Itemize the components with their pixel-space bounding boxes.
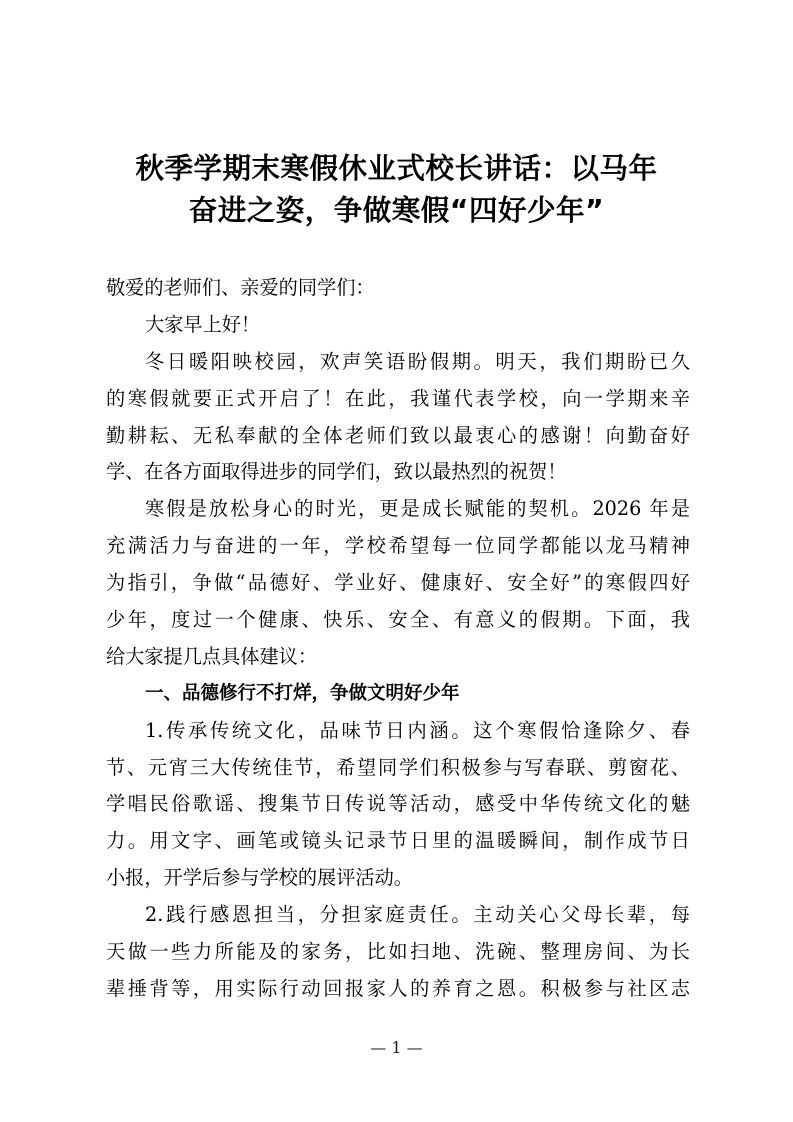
paragraph-line: 少年，度过一个健康、快乐、安全、有意义的假期。下面，我 <box>106 608 690 632</box>
document-title <box>90 148 703 232</box>
salutation: 敬爱的老师们、亲爱的同学们： <box>106 276 375 299</box>
paragraph-line: 为指引，争做“品德好、学业好、健康好、安全好”的寒假四好 <box>106 571 690 595</box>
paragraph-line: 1.传承传统文化，品味节日内涵。这个寒假恰逢除夕、春 <box>145 718 690 742</box>
paragraph-line: 给大家提几点具体建议： <box>106 644 318 668</box>
paragraph-line: 小报，开学后参与学校的展评活动。 <box>106 866 413 890</box>
paragraph-line: 充满活力与奋进的一年，学校希望每一位同学都能以龙马精神 <box>106 534 690 558</box>
paragraph-line: 学、在各方面取得进步的同学们，致以最热烈的祝贺！ <box>106 460 567 484</box>
paragraph-line: 学唱民俗歌谣、搜集节日传说等活动，感受中华传统文化的魅 <box>106 792 690 816</box>
greeting: 大家早上好！ <box>145 312 261 336</box>
title-line-2: 奋进之姿，争做寒假“四好少年” <box>188 194 605 227</box>
document-body <box>106 270 690 1008</box>
paragraph-line: 勤耕耘、无私奉献的全体老师们致以最衷心的感谢！向勤奋好 <box>106 423 690 447</box>
paragraph-line: 寒假是放松身心的时光，更是成长赋能的契机。2026 年是 <box>145 497 690 521</box>
paragraph-line: 节、元宵三大传统佳节，希望同学们积极参与写春联、剪窗花、 <box>106 755 690 779</box>
page-number: — 1 — <box>370 1038 423 1057</box>
title-line-1: 秋季学期末寒假休业式校长讲话：以马年 <box>135 152 658 185</box>
paragraph-line: 天做一些力所能及的家务，比如扫地、洗碗、整理房间、为长 <box>106 940 690 964</box>
paragraph-line: 力。用文字、画笔或镜头记录节日里的温暖瞬间，制作成节日 <box>106 829 690 853</box>
paragraph-line: 2.践行感恩担当，分担家庭责任。主动关心父母长辈，每 <box>145 903 690 927</box>
paragraph-line: 冬日暖阳映校园，欢声笑语盼假期。明天，我们期盼已久 <box>145 349 690 373</box>
paragraph-line: 的寒假就要正式开启了！在此，我谨代表学校，向一学期来辛 <box>106 386 690 410</box>
section-heading: 一、品德修行不打烊，争做文明好少年 <box>145 682 460 704</box>
paragraph-line: 辈捶背等，用实际行动回报家人的养育之恩。积极参与社区志 <box>106 976 690 1000</box>
